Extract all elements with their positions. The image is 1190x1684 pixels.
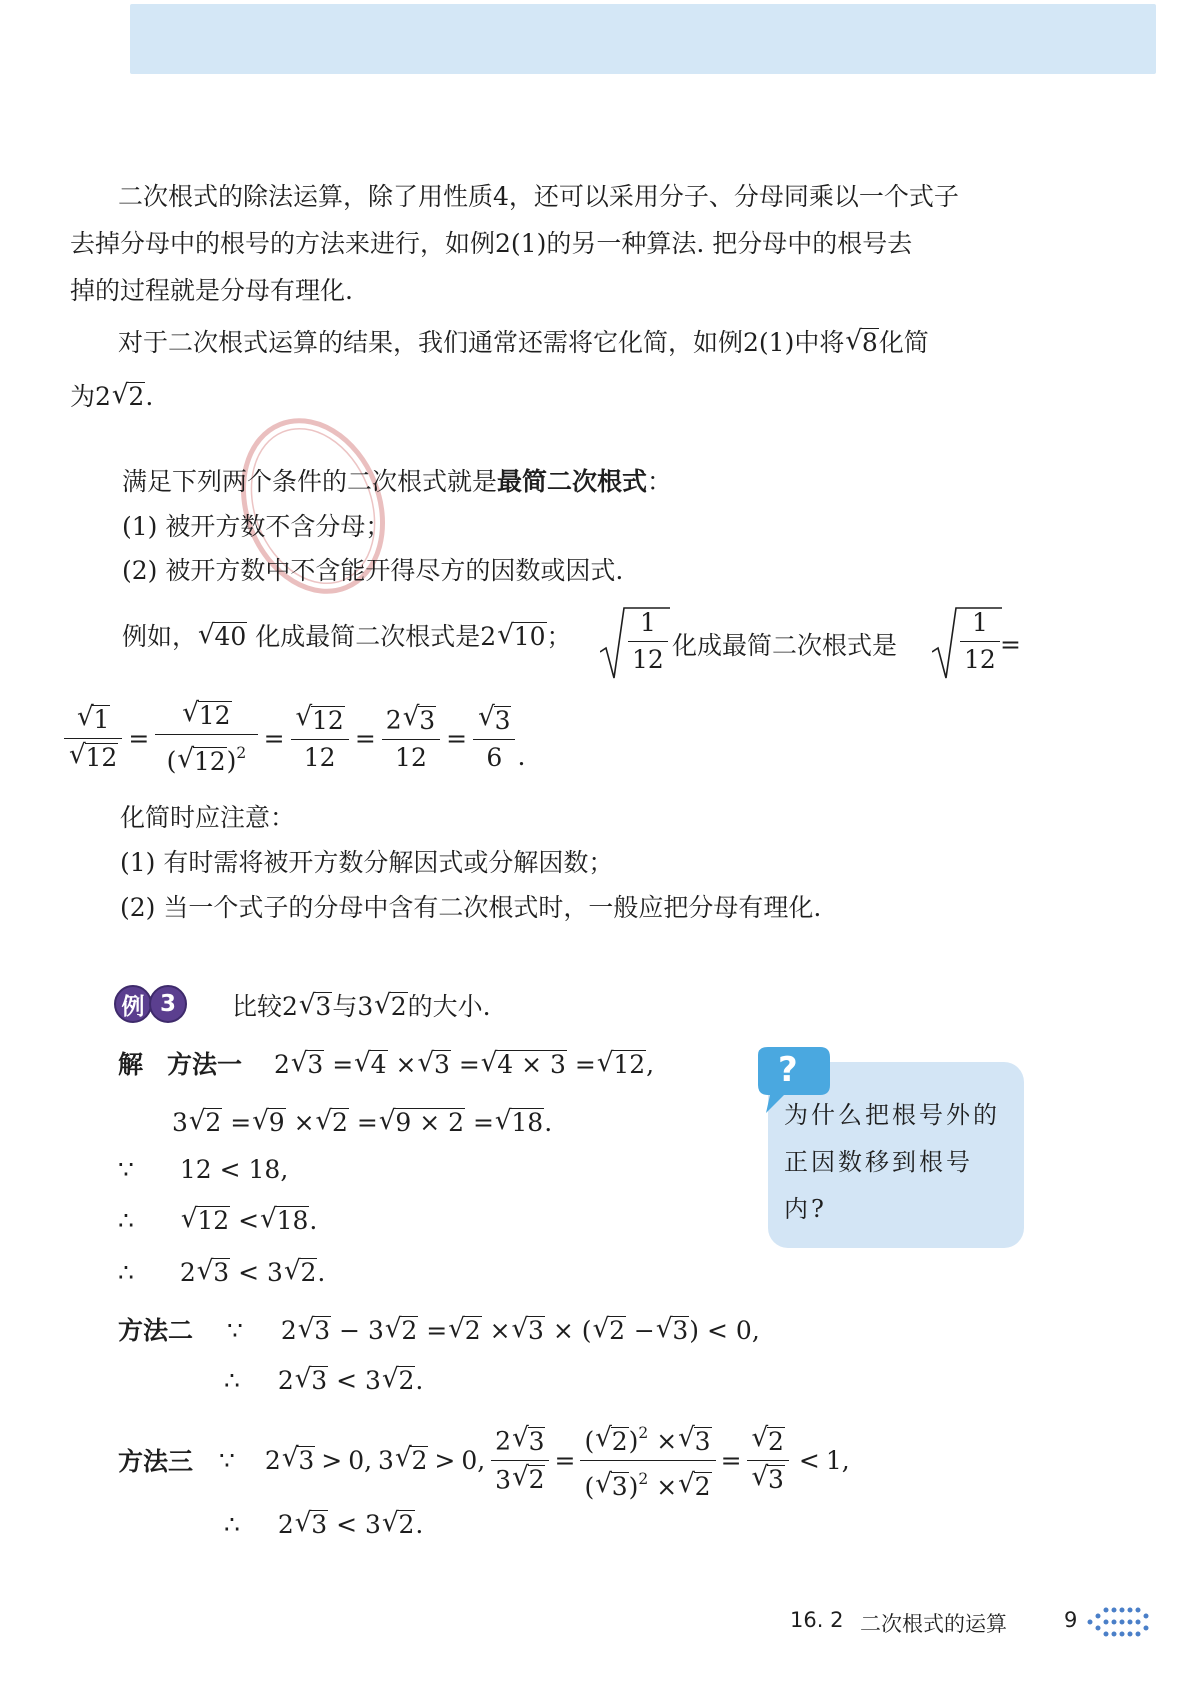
intro-line-4: 对于二次根式运算的结果，我们通常还需将它化简，如例2(1)中将√ 8化简 [118,318,929,368]
solution-line-6: 方法二 ∵ 2√ 3 − 3√ 2 =√ 2 ×√ 3 × (√ 2 −√ 3) < 0, [118,1306,760,1356]
definition-cond-2: (2) 被开方数中不含能开得尽方的因数或因式. [122,556,624,585]
solution-line-5: ∴ 2√ 3 < 3√ 2. [118,1248,325,1298]
simplify-chain: √ 1 √ 12 = √ $\frac{12}{(√ 12)^2}$ = √ $\frac{12}{12}$ = $\frac{2√ 3}{12}$ = √ $\frac{3}{6}$ . [62,700,525,777]
intro-line-2: 去掉分母中的根号的方法来进行，如例2(1)的另一种算法. 把分母中的根号去 [70,229,913,258]
solution-line-8: 方法三 ∵ 2 √ 3 > 0 , 3 √ 2 > 0 , $\frac{2√ 3}{3√ 2}$ = $\frac{(√ 2)^2 \times√ 3}{(√ 3)^2 \times√ 2}$ = √ 2 √ 3 < 1 , [118,1418,850,1502]
footer-section-title: 二次根式的运算 [860,1612,1007,1636]
page-number: 9 [1064,1608,1078,1632]
example-badge-label: 例 [114,985,152,1023]
header-band [130,4,1156,74]
example-line-b: 化成最简二次根式是 [672,631,898,660]
intro-line-3: 掉的过程就是分母有理化. [70,276,353,305]
notes-item-2: (2) 当一个式子的分母中含有二次根式时，一般应把分母有理化. [120,893,822,922]
footer-dots-decoration [1086,1604,1156,1646]
definition-cond-1: (1) 被开方数不含分母； [122,512,391,541]
intro-line-5: 为2√ 2. [70,372,153,422]
example-eq: = [1000,630,1021,659]
notes-title: 化简时应注意： [120,803,296,832]
example-line: 例如，√ 40 化成最简二次根式是2√ 10； [122,612,572,662]
solution-line-2: 3√ 2 =√ 9 ×√ 2 =√ 9 × 2 =√ 18. [172,1098,552,1148]
solution-line-4: ∴ √ 12 <√ 18. [118,1196,317,1246]
example-badge [114,985,184,1023]
solution-line-7: ∴ 2√ 3 < 3√ 2. [224,1356,423,1406]
solution-line-9: ∴ 2√ 3 < 3√ 2. [224,1500,423,1550]
example-bigrad-2: $\frac{1}{12}$ [932,608,1002,675]
hint-text: 为什么把根号外的正因数移到根号内? [784,1101,1000,1223]
footer-section-number: 16. 2 [790,1608,844,1632]
definition-lead: 满足下列两个条件的二次根式就是最简二次根式： [122,467,673,496]
example-bigrad-1: $\frac{1}{12}$ [600,608,670,675]
notes-item-1: (1) 有时需将被开方数分解因式或分解因数； [120,848,614,877]
hint-mark: ? [778,1050,798,1090]
definition-term: 最简二次根式 [497,467,648,496]
solution-line-1: 解 方法一 2√ 3 =√ 4 ×√ 3 =√ 4 × 3 =√ 12, [118,1040,654,1090]
example-badge-number: 3 [149,985,187,1023]
example3-question: 比较2√ 3与3√ 2的大小. [232,982,491,1032]
intro-line-1: 二次根式的除法运算，除了用性质4，还可以采用分子、分母同乘以一个式子 [118,182,959,211]
solution-line-3: ∵ 12 < 18, [118,1155,289,1184]
